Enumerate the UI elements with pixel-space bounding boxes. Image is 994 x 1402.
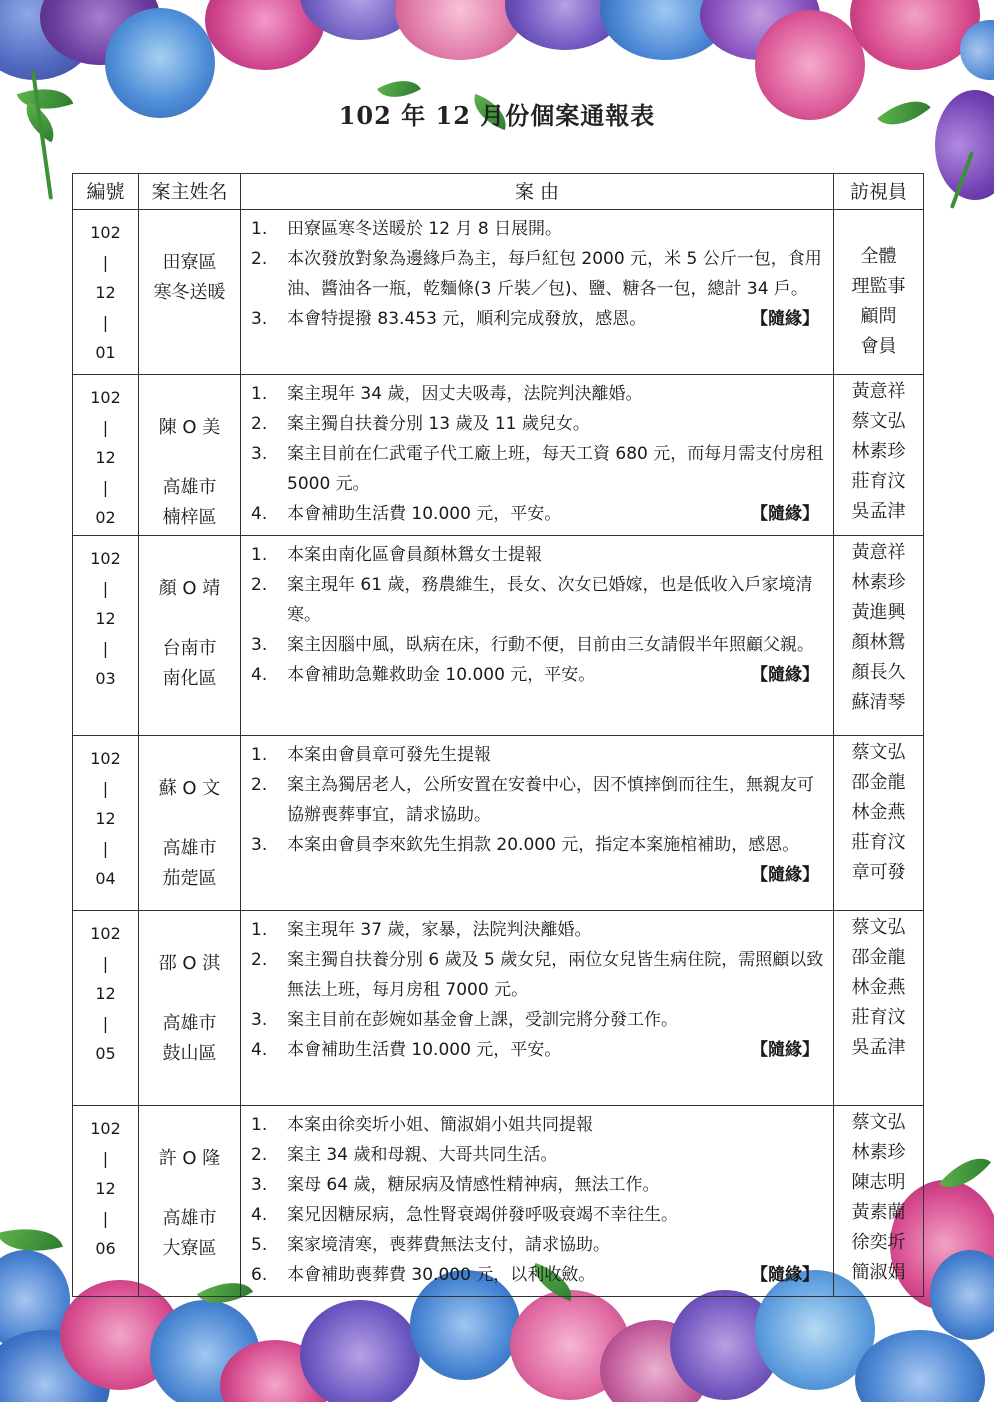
table-row <box>73 736 924 911</box>
suiyuan-tag: 【隨緣】 <box>751 309 819 329</box>
reason-item: 1. 本案由會員章可發先生提報 <box>251 745 491 765</box>
visitors: 黃意祥 蔡文弘 林素珍 莊育汶 吳孟津 <box>834 375 924 536</box>
case-reason <box>241 375 834 536</box>
suiyuan-tag: 【隨緣】 <box>751 1265 819 1285</box>
reason-item: 4. 本會補助生活費 10.000 元，平安。 【隨緣】 <box>247 1035 827 1065</box>
header-visitors: 訪視員 <box>834 174 924 210</box>
reason-item: 3. 案主目前在彭婉如基金會上課，受訓完將分發工作。 <box>251 1010 678 1030</box>
client-name: 蘇 O 文 高雄市 茄萣區 <box>139 736 241 911</box>
reason-item: 5. 案家境清寒，喪葬費無法支付，請求協助。 <box>251 1235 610 1255</box>
hydrangea-flower-icon <box>930 1250 994 1340</box>
reason-item: 2. 本次發放對象為邊緣戶為主，每戶紅包 2000 元，米 5 公斤一包，食用油、醬油各一瓶，乾麵條(3 斤裝／包)、鹽、糖各一包，總計 34 戶。 <box>251 249 822 299</box>
reason-item: 3. 案主目前在仁武電子代工廠上班，每天工資 680 元，而每月需支付房租 5000 元。 <box>251 444 824 494</box>
table-row <box>73 536 924 736</box>
reason-item: 3. 案母 64 歲，糖尿病及情感性精神病，無法工作。 <box>251 1175 660 1195</box>
client-name: 田寮區 寒冬送暖 <box>139 210 241 375</box>
case-report-table <box>72 173 924 1297</box>
table-row <box>73 375 924 536</box>
header-case-reason: 案 由 <box>241 174 834 210</box>
hydrangea-flower-icon <box>850 0 980 70</box>
case-reason <box>241 1106 834 1297</box>
reason-item: 2. 案主獨自扶養分別 13 歲及 11 歲兒女。 <box>251 414 590 434</box>
page-title: 102 年 12 月份個案通報表 <box>338 101 656 130</box>
client-name: 陳 O 美 高雄市 楠梓區 <box>139 375 241 536</box>
case-reason <box>241 536 834 736</box>
reason-item: 1. 案主現年 37 歲，家暴，法院判決離婚。 <box>251 920 592 940</box>
client-name: 邵 O 淇 高雄市 鼓山區 <box>139 911 241 1106</box>
case-number: 102 | 12 | 06 <box>73 1106 139 1297</box>
reason-item: 1. 田寮區寒冬送暖於 12 月 8 日展開。 <box>251 219 563 239</box>
visitors: 蔡文弘 林素珍 陳志明 黃素蘭 徐奕圻 簡淑娟 <box>834 1106 924 1297</box>
visitors: 黃意祥 林素珍 黃進興 顏林鴛 顏長久 蘇清琴 <box>834 536 924 736</box>
reason-item: 3. 案主因腦中風，臥病在床，行動不便，目前由三女請假半年照顧父親。 <box>251 635 814 655</box>
header-number: 編號 <box>73 174 139 210</box>
reason-item: 2. 案主 34 歲和母親、大哥共同生活。 <box>251 1145 558 1165</box>
table-row <box>73 911 924 1106</box>
case-number: 102 | 12 | 03 <box>73 536 139 736</box>
reason-item: 3. 本案由會員李來欽先生捐款 20.000 元，指定本案施棺補助，感恩。 【隨緣】 <box>247 830 827 890</box>
reason-item: 1. 案主現年 34 歲，因丈夫吸毒，法院判決離婚。 <box>251 384 643 404</box>
reason-item: 1. 本案由徐奕圻小姐、簡淑娟小姐共同提報 <box>251 1115 593 1135</box>
visitors: 蔡文弘 邵金龍 林金燕 莊育汶 章可發 <box>834 736 924 911</box>
case-number: 102 | 12 | 04 <box>73 736 139 911</box>
case-reason <box>241 210 834 375</box>
suiyuan-tag: 【隨緣】 <box>751 865 819 885</box>
reason-item: 4. 案兄因糖尿病，急性腎衰竭併發呼吸衰竭不幸往生。 <box>251 1205 678 1225</box>
header-client-name: 案主姓名 <box>139 174 241 210</box>
reason-item: 2. 案主獨自扶養分別 6 歲及 5 歲女兒，兩位女兒皆生病住院，需照顧以致無法上班，每月房租 7000 元。 <box>251 950 824 1000</box>
hydrangea-flower-icon <box>300 1300 420 1402</box>
hydrangea-flower-icon <box>855 1330 985 1402</box>
reason-item: 1. 本案由南化區會員顏林鴛女士提報 <box>251 545 542 565</box>
suiyuan-tag: 【隨緣】 <box>751 504 819 524</box>
table-header-row <box>73 174 924 210</box>
reason-item: 4. 本會補助急難救助金 10.000 元，平安。 【隨緣】 <box>247 660 827 690</box>
suiyuan-tag: 【隨緣】 <box>751 1040 819 1060</box>
case-number: 102 | 12 | 02 <box>73 375 139 536</box>
client-name: 許 O 隆 高雄市 大寮區 <box>139 1106 241 1297</box>
case-number: 102 | 12 | 05 <box>73 911 139 1106</box>
reason-item: 2. 案主現年 61 歲，務農維生，長女、次女已婚嫁，也是低收入戶家境清寒。 <box>251 575 813 625</box>
reason-item: 6. 本會補助喪葬費 30.000 元，以利收斂。 【隨緣】 <box>247 1260 827 1290</box>
table-row <box>73 210 924 375</box>
visitors: 全體 理監事 顧問 會員 <box>834 210 924 375</box>
case-number: 102 | 12 | 01 <box>73 210 139 375</box>
reason-item: 3. 本會特提撥 83.453 元，順利完成發放，感恩。 【隨緣】 <box>247 304 827 334</box>
reason-item: 4. 本會補助生活費 10.000 元，平安。 【隨緣】 <box>247 499 827 529</box>
suiyuan-tag: 【隨緣】 <box>751 665 819 685</box>
reason-item: 2. 案主為獨居老人，公所安置在安養中心，因不慎摔倒而往生，無親友可協辦喪葬事宜，請求協助。 <box>251 775 814 825</box>
table-row <box>73 1106 924 1297</box>
case-reason <box>241 911 834 1106</box>
visitors: 蔡文弘 邵金龍 林金燕 莊育汶 吳孟津 <box>834 911 924 1106</box>
client-name: 顏 O 靖 台南市 南化區 <box>139 536 241 736</box>
case-reason <box>241 736 834 911</box>
